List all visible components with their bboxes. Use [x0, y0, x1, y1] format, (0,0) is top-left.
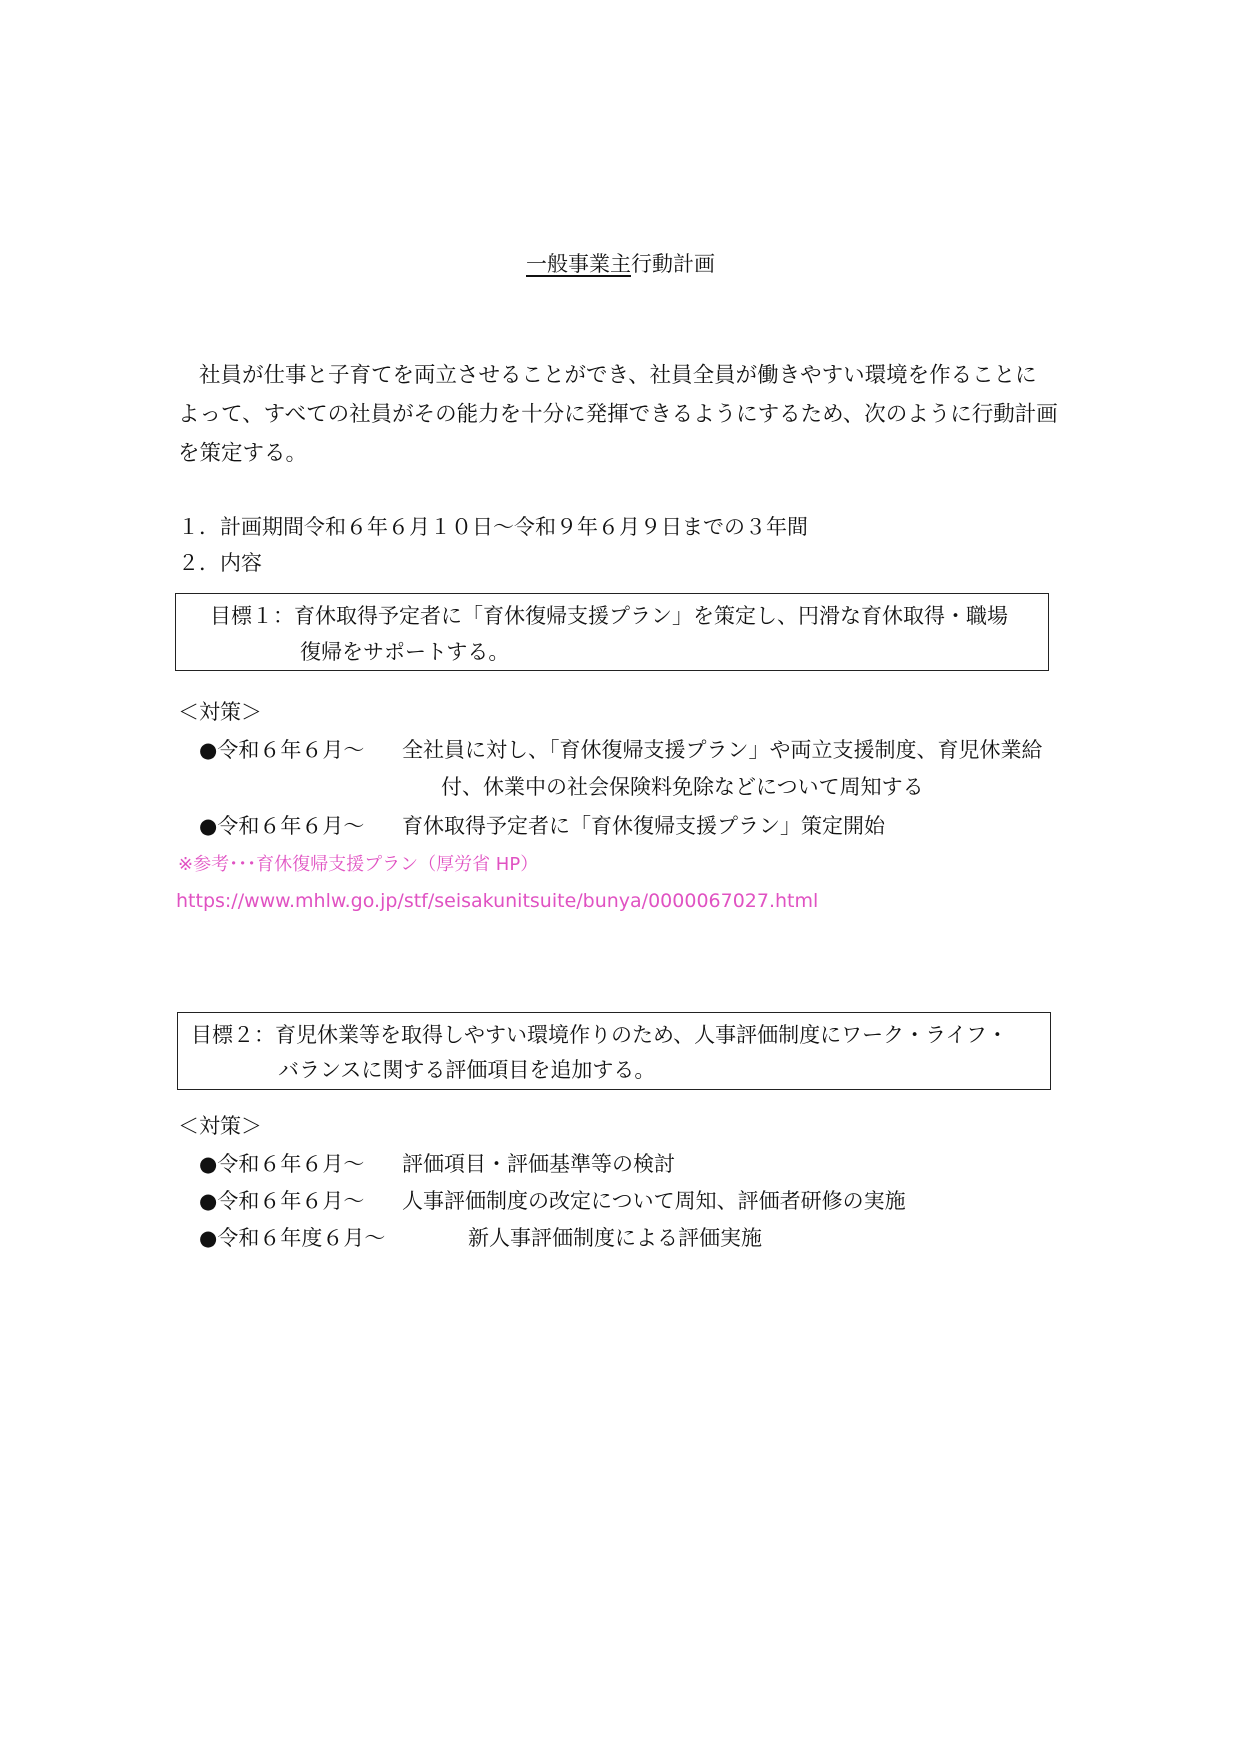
- intro-line-3: を策定する。: [178, 441, 308, 466]
- goal-2-measure-1-date: ●令和６年６月～: [199, 1152, 365, 1176]
- goal-1-measure-1-text: 全社員に対し、「育休復帰支援プラン」や両立支援制度、育児休業給: [402, 738, 1043, 762]
- goal-2-line-1: 目標２：育児休業等を取得しやすい環境作りのため、人事評価制度にワーク・ライフ・: [191, 1023, 1008, 1047]
- plan-period: １．計画期間令和６年６月１０日～令和９年６月９日までの３年間: [178, 515, 808, 539]
- reference-url-link[interactable]: https://www.mhlw.go.jp/stf/seisakunitsuite/bunya/0000067027.html: [176, 890, 819, 912]
- title-rest: 行動計画: [631, 252, 715, 276]
- goal-1-line-2: 復帰をサポートする。: [300, 640, 510, 664]
- goal-1-measure-2-date: ●令和６年６月～: [199, 814, 365, 838]
- goal-2-measure-2-date: ●令和６年６月～: [199, 1189, 365, 1213]
- intro-line-2: よって、すべての社員がその能力を十分に発揮できるようにするため、次のように行動計画: [178, 402, 1058, 427]
- goal-1-measure-1-date: ●令和６年６月～: [199, 738, 365, 762]
- document-title: [0, 254, 1241, 275]
- goal-2-measure-3-date: ●令和６年度６月～: [199, 1226, 386, 1250]
- goal-1-measure-1-text-cont: 付、休業中の社会保険料免除などについて周知する: [441, 775, 924, 799]
- goal-1-line-1: 目標１：育休取得予定者に「育休復帰支援プラン」を策定し、円滑な育休取得・職場: [210, 604, 1008, 628]
- intro-line-1: 社員が仕事と子育てを両立させることができ、社員全員が働きやすい環境を作ることに: [199, 363, 1037, 388]
- content-heading: ２．内容: [178, 551, 262, 575]
- goal-2-line-2: バランスに関する評価項目を追加する。: [278, 1058, 656, 1082]
- goal-1-measure-2-text: 育休取得予定者に「育休復帰支援プラン」策定開始: [402, 814, 885, 838]
- goal-2-measures-label: ＜対策＞: [178, 1114, 262, 1138]
- goal-1-box: [175, 593, 1049, 671]
- title-underlined-part: 一般事業主: [526, 252, 631, 276]
- goal-1-measures-label: ＜対策＞: [178, 700, 262, 724]
- goal-2-measure-2-text: 人事評価制度の改定について周知、評価者研修の実施: [402, 1189, 906, 1213]
- goal-2-measure-1-text: 評価項目・評価基準等の検討: [402, 1152, 675, 1176]
- goal-2-box: [177, 1012, 1051, 1090]
- reference-note: ※参考･･･育休復帰支援プラン（厚労省 HP）: [178, 854, 539, 875]
- goal-2-measure-3-text: 新人事評価制度による評価実施: [468, 1226, 762, 1250]
